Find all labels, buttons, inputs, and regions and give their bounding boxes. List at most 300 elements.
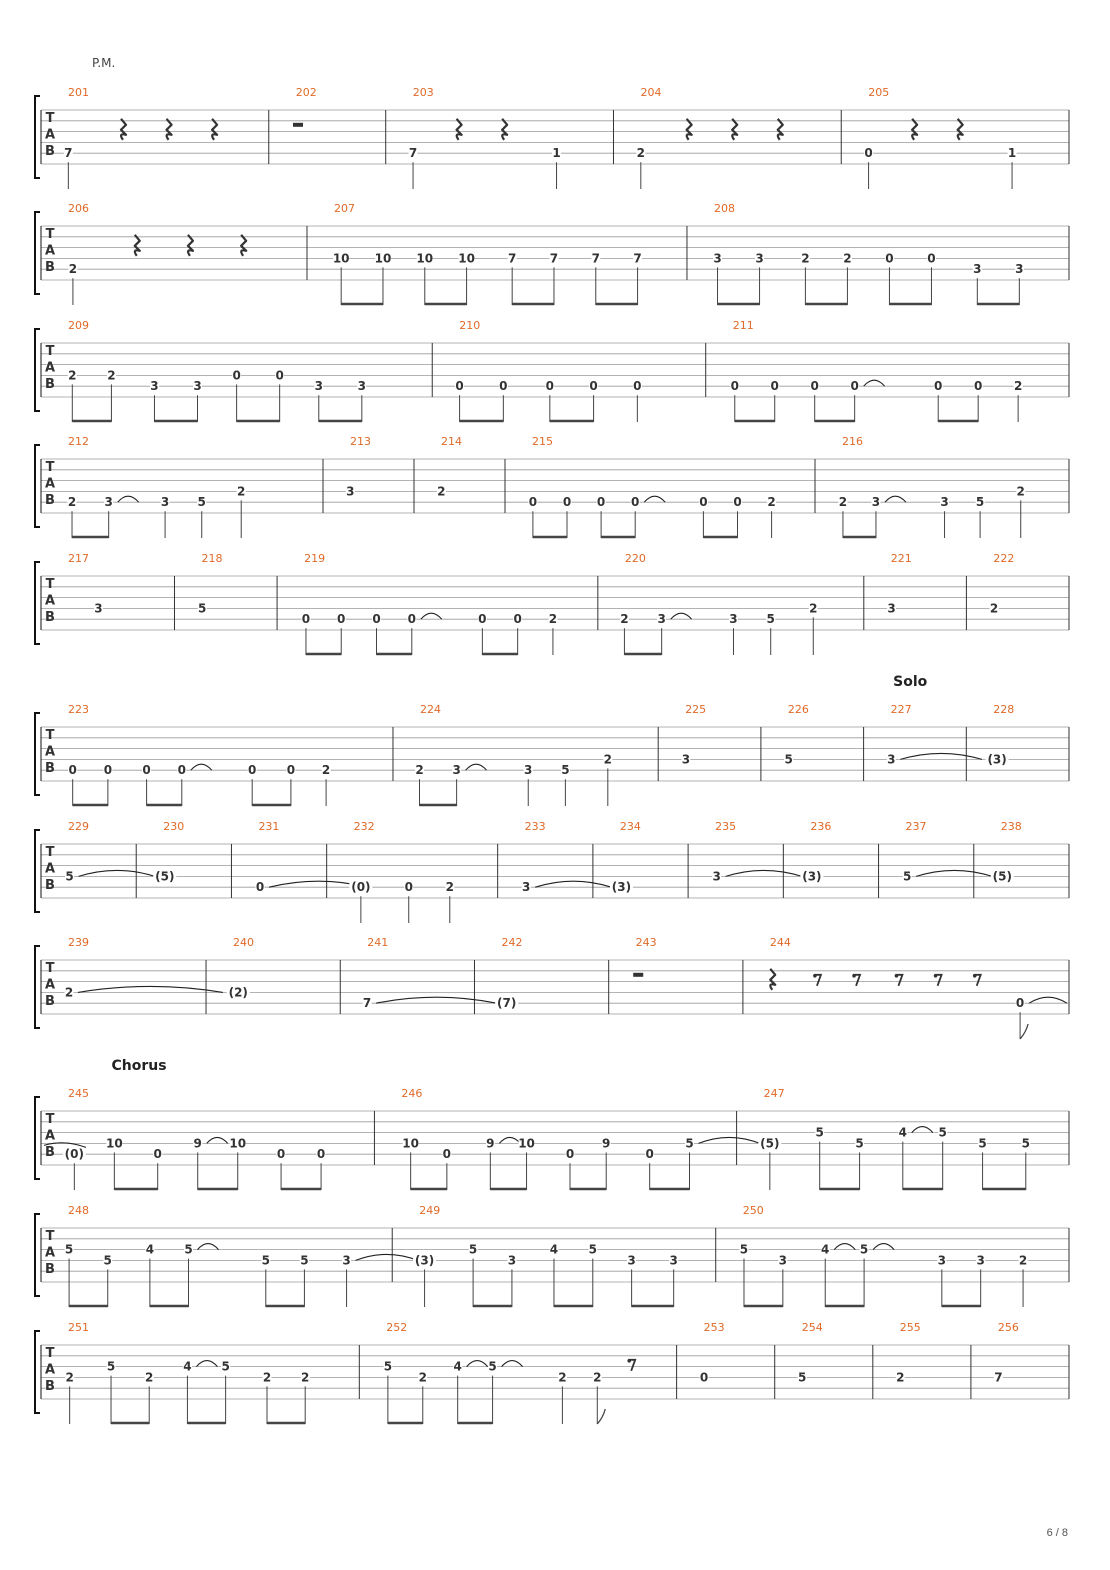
tab-clef-letter: T	[45, 1346, 55, 1361]
fret-number: 10	[518, 1136, 535, 1151]
fret-number: (0)	[64, 1147, 85, 1162]
fret-number: 0	[68, 763, 77, 778]
measure-number: 250	[742, 1204, 764, 1217]
fret-number: 2	[1016, 484, 1025, 499]
tab-clef-letter: T	[45, 577, 55, 592]
fret-number: (2)	[228, 985, 248, 1000]
measure-number: 216	[842, 435, 863, 448]
tab-clef-letter: T	[45, 111, 55, 126]
fret-number: 5	[975, 495, 985, 510]
fret-number: 5	[300, 1253, 309, 1268]
fret-number: 0	[103, 763, 113, 778]
fret-number: 7	[507, 251, 517, 266]
fret-number: 0	[455, 379, 464, 394]
quarter-rest	[502, 119, 507, 140]
eighth-rest-dot	[895, 974, 899, 978]
fret-number: 0	[770, 379, 779, 394]
tie-arc	[191, 764, 212, 770]
quarter-rest	[778, 119, 783, 140]
measure-number: 218	[201, 552, 223, 565]
section-label: Solo	[893, 674, 928, 690]
measure-number: 226	[787, 703, 809, 716]
measure-number: 242	[501, 936, 523, 949]
fret-number: 5	[561, 763, 570, 778]
measure-number: 211	[732, 319, 754, 332]
fret-number: 3	[524, 763, 533, 778]
fret-number: (3)	[414, 1253, 435, 1268]
fret-number: 2	[620, 612, 629, 627]
note-flag	[597, 1409, 605, 1424]
fret-number: 5	[221, 1359, 230, 1374]
measure-number: 240	[233, 936, 255, 949]
tab-clef-letter: T	[45, 961, 55, 976]
fret-number: 0	[275, 368, 284, 383]
quarter-rest	[121, 119, 126, 140]
tie-arc	[864, 380, 885, 386]
fret-number: 10	[458, 251, 475, 266]
fret-number: 2	[262, 1370, 272, 1385]
fret-number: 0	[645, 1147, 654, 1162]
measure-202	[293, 86, 386, 164]
fret-number: 2	[107, 368, 116, 383]
fret-number: 0	[528, 495, 538, 510]
fret-number: 5	[588, 1242, 597, 1257]
measure-225	[681, 703, 760, 781]
fret-number: 3	[681, 752, 691, 767]
measure-245	[63, 1087, 375, 1190]
fret-number: 3	[507, 1253, 517, 1268]
tie-arc	[900, 753, 982, 759]
fret-number: 5	[198, 601, 207, 616]
measure-number: 254	[801, 1321, 823, 1334]
measure-number: 253	[703, 1321, 725, 1334]
fret-number: (3)	[987, 752, 1007, 767]
tie-arc	[535, 881, 611, 887]
measure-209	[68, 319, 432, 422]
measure-number: 202	[295, 86, 317, 99]
measure-number: 224	[419, 703, 441, 716]
measure-number: 220	[624, 552, 646, 565]
tab-system-8	[35, 936, 1069, 1039]
tie-arc	[644, 496, 665, 502]
fret-number: 3	[887, 601, 896, 616]
fret-number: 0	[177, 763, 186, 778]
measure-211	[730, 319, 1069, 422]
measure-number: 232	[353, 820, 375, 833]
tab-system-2	[35, 202, 1069, 305]
measure-number: 244	[769, 936, 791, 949]
fret-number: 5	[798, 1370, 807, 1385]
measure-244	[770, 936, 1069, 1039]
tie-arc	[466, 764, 487, 770]
fret-number: 2	[1013, 379, 1023, 394]
fret-number: 3	[712, 869, 721, 884]
measure-number: 221	[890, 552, 912, 565]
measure-number: 249	[419, 1204, 441, 1217]
fret-number: 3	[314, 379, 323, 394]
tab-clef-letter: A	[44, 744, 56, 760]
tab-clef-letter: B	[45, 761, 55, 776]
tab-clef-letter: A	[44, 476, 56, 492]
measure-number: 207	[333, 202, 355, 215]
eighth-rest-dot	[852, 974, 856, 978]
fret-number: 3	[669, 1253, 678, 1268]
fret-number: 10	[402, 1136, 420, 1151]
measure-221	[887, 552, 966, 630]
fret-number: 0	[562, 495, 572, 510]
fret-number: 2	[801, 251, 810, 266]
system-bracket	[35, 445, 40, 527]
system-bracket	[35, 212, 40, 294]
tab-clef-letter: A	[44, 1362, 56, 1378]
tie-arc	[356, 1254, 418, 1260]
fret-number: 0	[589, 379, 598, 394]
measure-number: 235	[715, 820, 737, 833]
measure-number: 233	[524, 820, 546, 833]
tab-clef-letter: B	[45, 610, 55, 625]
fret-number: 2	[145, 1370, 154, 1385]
quarter-rest	[958, 119, 963, 140]
measure-208	[713, 202, 1069, 305]
measure-242	[495, 936, 609, 1014]
fret-number: 3	[150, 379, 159, 394]
measure-214	[437, 435, 505, 513]
measure-241	[363, 936, 497, 1014]
eighth-rest-dot	[934, 974, 938, 978]
fret-number: 3	[657, 612, 666, 627]
fret-number: 3	[193, 379, 202, 394]
fret-number: 0	[730, 379, 739, 394]
tab-clef-letter: B	[45, 1379, 55, 1394]
fret-number: 0	[733, 495, 742, 510]
fret-number: 0	[885, 251, 894, 266]
fret-number: 9	[486, 1136, 495, 1151]
fret-number: 3	[1015, 262, 1024, 277]
measure-number: 212	[68, 435, 89, 448]
measure-220	[620, 552, 864, 655]
fret-number: 0	[513, 612, 522, 627]
fret-number: 2	[767, 495, 776, 510]
tie-arc	[671, 613, 692, 619]
measure-number: 243	[635, 936, 657, 949]
fret-number: 0	[934, 379, 943, 394]
measure-number: 219	[304, 552, 326, 565]
fret-number: (3)	[802, 869, 822, 884]
fret-number: 2	[843, 251, 852, 266]
measure-number: 246	[401, 1087, 423, 1100]
quarter-rest	[687, 119, 692, 140]
measure-number: 222	[993, 552, 1015, 565]
fret-number: 3	[627, 1253, 636, 1268]
measure-210	[455, 319, 706, 422]
measure-251	[65, 1321, 359, 1424]
tab-clef-letter: B	[45, 1145, 55, 1160]
tie-arc	[834, 1244, 855, 1250]
fret-number: 9	[193, 1136, 202, 1151]
tie-arc	[118, 496, 139, 502]
fret-number: 2	[558, 1370, 567, 1385]
fret-number: 3	[160, 495, 170, 510]
fret-number: 0	[545, 379, 555, 394]
tie-arc	[726, 870, 802, 876]
measure-212	[68, 435, 323, 538]
measure-number: 201	[68, 86, 89, 99]
measure-228	[986, 703, 1069, 781]
fret-number: 0	[442, 1147, 452, 1162]
tie-arc	[1029, 997, 1067, 1003]
fret-number: 3	[976, 1253, 985, 1268]
measure-number: 208	[713, 202, 735, 215]
fret-number: 0	[864, 146, 873, 161]
fret-number: 0	[565, 1147, 575, 1162]
fret-number: 5	[855, 1136, 864, 1151]
fret-number: 5	[784, 752, 793, 767]
fret-number: 5	[103, 1253, 112, 1268]
fret-number: 2	[548, 612, 558, 627]
tie-arc	[421, 613, 442, 619]
measure-239	[65, 936, 223, 1014]
measure-number: 236	[810, 820, 832, 833]
fret-number: 3	[357, 379, 366, 394]
fret-number: 5	[106, 1359, 116, 1374]
fret-number: 2	[1018, 1253, 1028, 1268]
fret-number: 5	[1021, 1136, 1030, 1151]
fret-number: (3)	[611, 880, 632, 895]
tab-clef-letter: T	[45, 845, 55, 860]
system-bracket	[35, 96, 40, 178]
measure-227	[887, 703, 982, 781]
fret-number: (5)	[992, 869, 1013, 884]
measure-234	[610, 820, 688, 898]
measure-215	[528, 435, 815, 538]
measure-207	[333, 202, 687, 305]
eighth-rest-dot	[627, 1359, 631, 1363]
measure-206	[68, 202, 307, 305]
eighth-rest-dot	[813, 974, 817, 978]
tab-clef-letter: T	[45, 1229, 55, 1244]
fret-number: 10	[229, 1136, 247, 1151]
fret-number: 2	[65, 1370, 74, 1385]
fret-number: 5	[685, 1136, 694, 1151]
tie-arc	[912, 1127, 933, 1133]
fret-number: 3	[346, 484, 355, 499]
measure-number: 203	[412, 86, 434, 99]
fret-number: 3	[452, 763, 461, 778]
fret-number: 0	[255, 880, 265, 895]
fret-number: 2	[321, 763, 331, 778]
fret-number: 3	[778, 1253, 788, 1268]
fret-number: 0	[142, 763, 151, 778]
fret-number: 5	[65, 869, 74, 884]
fret-number: 3	[937, 1253, 946, 1268]
tie-arc	[79, 870, 155, 876]
fret-number: 3	[940, 495, 949, 510]
measure-219	[301, 552, 597, 655]
tab-clef-letter: B	[45, 994, 55, 1009]
fret-number: 7	[591, 251, 600, 266]
fret-number: 5	[468, 1242, 478, 1257]
fret-number: 9	[602, 1136, 611, 1151]
tab-clef-letter: B	[45, 878, 55, 893]
fret-number: 0	[478, 612, 487, 627]
fret-number: 0	[404, 880, 413, 895]
fret-number: 5	[766, 612, 775, 627]
tab-clef-letter: T	[45, 460, 55, 475]
tab-clef-letter: T	[45, 728, 55, 743]
tab-clef-letter: B	[45, 144, 55, 159]
fret-number: 4	[453, 1359, 462, 1374]
tie-arc	[376, 997, 497, 1003]
measure-256	[994, 1321, 1069, 1399]
fret-number: 0	[276, 1147, 286, 1162]
tab-system-11	[35, 1321, 1069, 1424]
system-bracket	[35, 830, 40, 912]
fret-number: 3	[342, 1253, 351, 1268]
tab-clef-letter: A	[44, 593, 56, 609]
tie-arc	[916, 870, 992, 876]
tab-clef-letter: B	[45, 377, 55, 392]
fret-number: 4	[898, 1125, 907, 1140]
measure-249	[413, 1204, 716, 1307]
measure-213	[346, 435, 414, 513]
tie-arc	[699, 1137, 760, 1143]
tab-clef-letter: B	[45, 260, 55, 275]
system-bracket	[35, 1331, 40, 1413]
system-bracket	[35, 713, 40, 795]
measure-252	[383, 1321, 676, 1424]
fret-number: 0	[316, 1147, 326, 1162]
fret-number: 3	[522, 880, 531, 895]
fret-number: 3	[973, 262, 982, 277]
fret-number: 5	[184, 1242, 193, 1257]
whole-rest	[633, 973, 643, 977]
palm-mute-annotation: P.M.	[92, 56, 116, 70]
tab-system-6	[35, 674, 1069, 806]
tie-arc	[196, 1361, 217, 1367]
tab-clef-letter: A	[44, 1245, 56, 1261]
fret-number: 0	[699, 495, 708, 510]
tab-clef-letter: B	[45, 1262, 55, 1277]
measure-223	[68, 703, 393, 806]
measure-number: 251	[68, 1321, 89, 1334]
section-label: Chorus	[111, 1058, 167, 1074]
measure-number: 247	[763, 1087, 785, 1100]
measure-243	[633, 936, 743, 1014]
measure-number: 227	[890, 703, 912, 716]
fret-number: 2	[68, 262, 78, 277]
tab-clef-letter: A	[44, 1128, 56, 1144]
system-bracket	[35, 1214, 40, 1296]
measure-203	[409, 86, 614, 189]
fret-number: 2	[809, 601, 818, 616]
quarter-rest	[732, 119, 737, 140]
whole-rest	[293, 123, 303, 127]
fret-number: 4	[821, 1242, 830, 1257]
measure-number: 214	[441, 435, 462, 448]
fret-number: 2	[68, 368, 77, 383]
fret-number: 2	[237, 484, 246, 499]
measure-230	[153, 820, 231, 898]
system-bracket	[35, 1097, 40, 1179]
fret-number: 0	[699, 1370, 709, 1385]
measure-number: 234	[619, 820, 641, 833]
measure-number: 238	[1000, 820, 1022, 833]
measure-224	[415, 703, 658, 806]
quarter-rest	[212, 119, 217, 140]
measure-218	[198, 552, 277, 630]
quarter-rest	[188, 235, 193, 256]
tab-system-4	[35, 435, 1069, 538]
measure-240	[227, 936, 341, 1014]
measure-216	[838, 435, 1069, 538]
fret-number: 5	[902, 869, 912, 884]
measure-238	[991, 820, 1069, 898]
tab-system-5	[35, 552, 1069, 655]
measure-number: 248	[68, 1204, 89, 1217]
fret-number: 0	[927, 251, 936, 266]
fret-number: 5	[383, 1359, 393, 1374]
fret-number: 2	[593, 1370, 602, 1385]
fret-number: 2	[415, 763, 424, 778]
measure-236	[800, 820, 878, 898]
fret-number: 2	[896, 1370, 905, 1385]
measure-number: 228	[993, 703, 1015, 716]
fret-number: 10	[106, 1136, 123, 1151]
fret-number: 2	[445, 880, 454, 895]
fret-number: 0	[1015, 996, 1025, 1011]
fret-number: 7	[362, 996, 372, 1011]
measure-number: 209	[68, 319, 89, 332]
measure-number: 239	[68, 936, 89, 949]
measure-number: 241	[367, 936, 389, 949]
measure-number: 205	[868, 86, 890, 99]
measure-237	[903, 820, 993, 898]
fret-number: 7	[408, 146, 418, 161]
tab-clef-letter: T	[45, 344, 55, 359]
fret-number: 0	[337, 612, 346, 627]
fret-number: 10	[374, 251, 392, 266]
measure-235	[712, 820, 802, 898]
measure-number: 215	[532, 435, 553, 448]
fret-number: (0)	[351, 880, 371, 895]
fret-number: (5)	[155, 869, 175, 884]
tab-system-3	[35, 319, 1069, 422]
measure-204	[636, 86, 841, 189]
fret-number: 2	[301, 1370, 310, 1385]
fret-number: 5	[938, 1125, 947, 1140]
fret-number: 1	[1007, 146, 1017, 161]
fret-number: (7)	[497, 996, 517, 1011]
measure-233	[522, 820, 612, 898]
quarter-rest	[912, 119, 917, 140]
fret-number: 0	[810, 379, 819, 394]
fret-number: 5	[815, 1125, 824, 1140]
system-bracket	[35, 329, 40, 411]
fret-number: 3	[871, 495, 881, 510]
quarter-rest	[135, 235, 140, 256]
tie-arc	[499, 1137, 520, 1143]
eighth-rest-dot	[973, 974, 977, 978]
fret-number: 7	[633, 251, 642, 266]
fret-number: 4	[549, 1242, 559, 1257]
fret-number: 0	[499, 379, 508, 394]
measure-number: 230	[163, 820, 185, 833]
tab-clef-letter: B	[45, 493, 55, 508]
fret-number: 7	[64, 146, 73, 161]
tie-arc	[198, 1244, 219, 1250]
measure-254	[798, 1321, 873, 1399]
fret-number: 0	[631, 495, 640, 510]
